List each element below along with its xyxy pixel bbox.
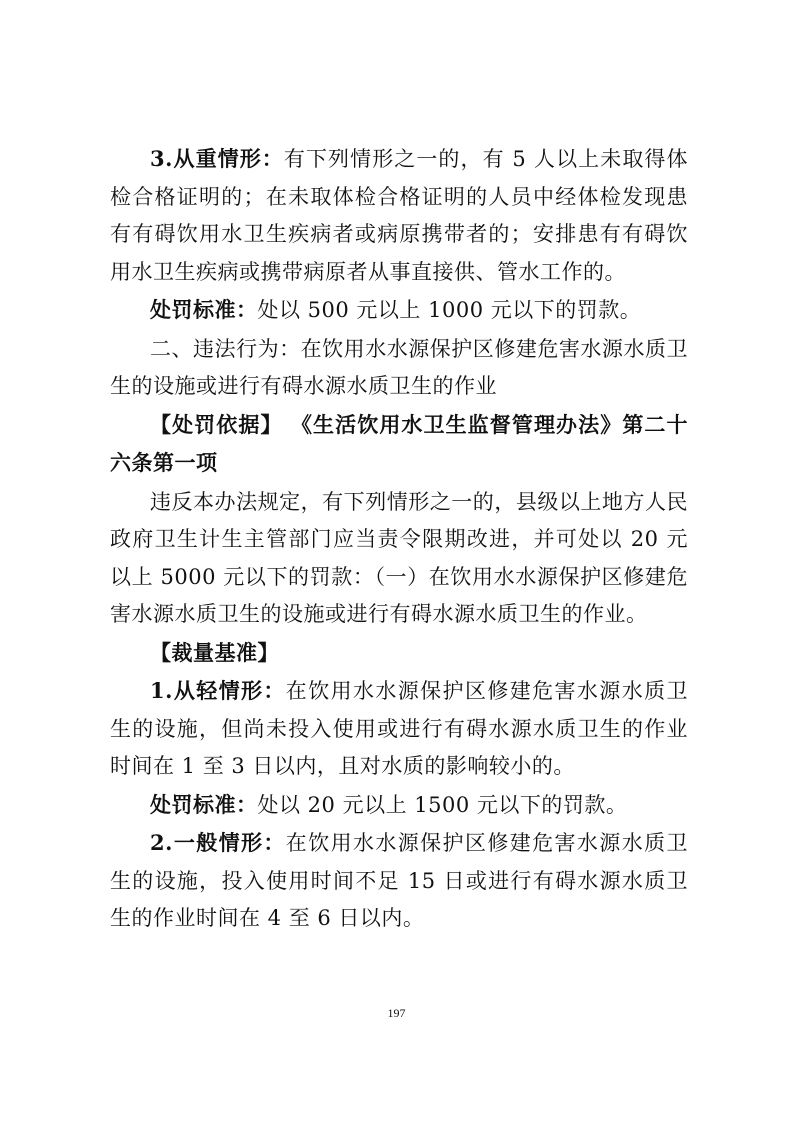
paragraph-text: 二、违法行为：在饮用水水源保护区修建危害水源水质卫生的设施或进行有碍水源水质卫生的作业	[110, 336, 688, 398]
paragraph-lenient-circumstances	[110, 672, 688, 786]
paragraph-discretion-heading	[110, 634, 688, 673]
paragraph-lead: 处罚标准：	[150, 791, 258, 817]
paragraph-lead: 【处罚依据】 《生活饮用水卫生监督管理办法》第二十六条第一项	[110, 411, 688, 475]
paragraph-text: 在饮用水水源保护区修建危害水源水质卫生的设施，投入使用时间不足 15 日或进行有碍水源水质卫生的作业时间在 4 至 6 日以内。	[110, 831, 688, 930]
paragraph-text: 违反本办法规定，有下列情形之一的，县级以上地方人民政府卫生计生主管部门应当责令限期改进，并可处以 20 元以上 5000 元以下的罚款：（一）在饮用水水源保护区修建危害水源水质卫生的设施或进行有碍水源水质卫生的作业。	[110, 489, 688, 626]
paragraph-lead: 2.一般情形：	[150, 830, 286, 855]
paragraph-text: 有下列情形之一的，有 5 人以上未取得体检合格证明的；在未取体检合格证明的人员中经体检发现患有有碍饮用水卫生疾病者或病原携带者的；安排患有有碍饮用水卫生疾病或携带病原者从事直接供、管水工作的。	[110, 147, 688, 284]
paragraph-penalty-basis	[110, 406, 688, 483]
paragraph-lead: 处罚标准：	[150, 297, 258, 322]
paragraph-regulation-text	[110, 483, 688, 634]
page-number: 197	[387, 1006, 406, 1020]
paragraph-lead: 1.从轻情形：	[150, 678, 286, 703]
paragraph-violation-heading	[110, 330, 688, 406]
paragraph-lead: 3.从重情形：	[150, 146, 284, 171]
paragraph-text: 处以 500 元以上 1000 元以下的罚款。	[257, 298, 642, 322]
paragraph-penalty-standard	[110, 786, 688, 825]
paragraph-text: 在饮用水水源保护区修建危害水源水质卫生的设施，但尚未投入使用或进行有碍水源水质卫生的作业时间在 1 至 3 日以内，且对水质的影响较小的。	[110, 679, 688, 778]
paragraph-penalty-standard	[110, 291, 688, 330]
paragraph-aggravated-circumstances	[110, 140, 688, 291]
body-text	[110, 140, 688, 938]
paragraph-text: 处以 20 元以上 1500 元以下的罚款。	[257, 792, 628, 817]
paragraph-lead: 【裁量基准】	[150, 639, 279, 665]
paragraph-general-circumstances	[110, 824, 688, 938]
